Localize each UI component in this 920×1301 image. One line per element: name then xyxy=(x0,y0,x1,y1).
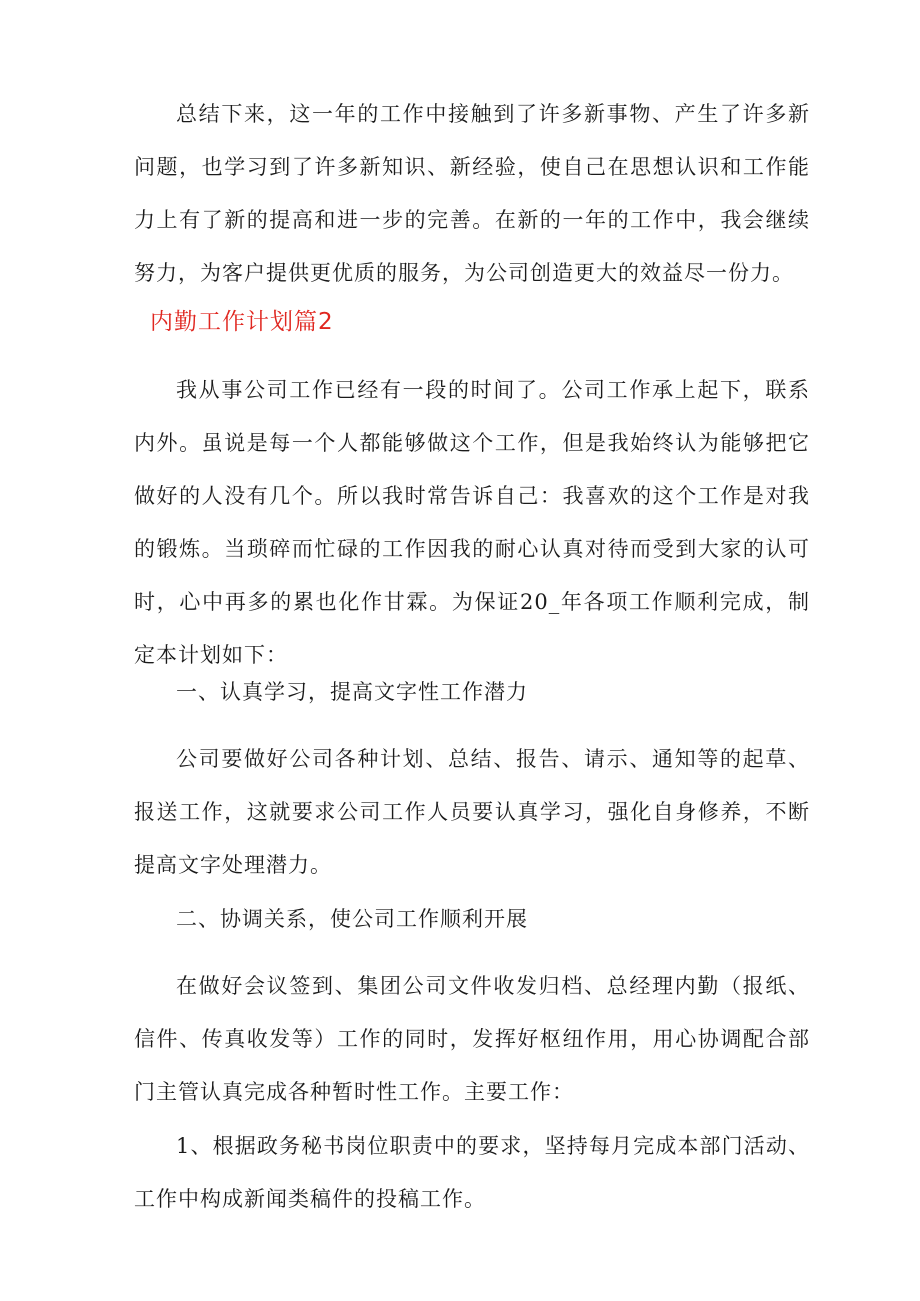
section-1-body: 公司要做好公司各种计划、总结、报告、请示、通知等的起草、报送工作，这就要求公司工作人员要认真学习，强化自身修养，不断提高文字处理潜力。 xyxy=(134,747,810,877)
intro-paragraph: 我从事公司工作已经有一段的时间了。公司工作承上起下，联系内外。虽说是每一个人都能够做这个工作，但是我始终认为能够把它做好的人没有几个。所以我时常告诉自己：我喜欢的这个工作是对我的锻炼。当琐碎而忙碌的工作因我的耐心认真对待而受到大家的认可时，心中再多的累也化作甘霖。为保证20_年各项工作顺利完成，制定本计划如下： xyxy=(134,378,810,667)
summary-paragraph: 总结下来，这一年的工作中接触到了许多新事物、产生了许多新问题，也学习到了许多新知识、新经验，使自己在思想认识和工作能力上有了新的提高和进一步的完善。在新的一年的工作中，我会继续努力，为客户提供更优质的服务，为公司创造更大的效益尽一份力。 xyxy=(134,102,810,285)
section-heading: 内勤工作计划篇2 xyxy=(150,309,334,335)
section-2-title: 二、协调关系，使公司工作顺利开展 xyxy=(176,907,528,931)
section-2-body: 在做好会议签到、集团公司文件收发归档、总经理内勤（报纸、信件、传真收发等）工作的同时，发挥好枢纽作用，用心协调配合部门主管认真完成各种暂时性工作。主要工作： xyxy=(134,974,810,1104)
list-item-1: 1、根据政务秘书岗位职责中的要求，坚持每月完成本部门活动、工作中构成新闻类稿件的投稿工作。 xyxy=(134,1134,810,1211)
section-1-title: 一、认真学习，提高文字性工作潜力 xyxy=(176,680,528,704)
